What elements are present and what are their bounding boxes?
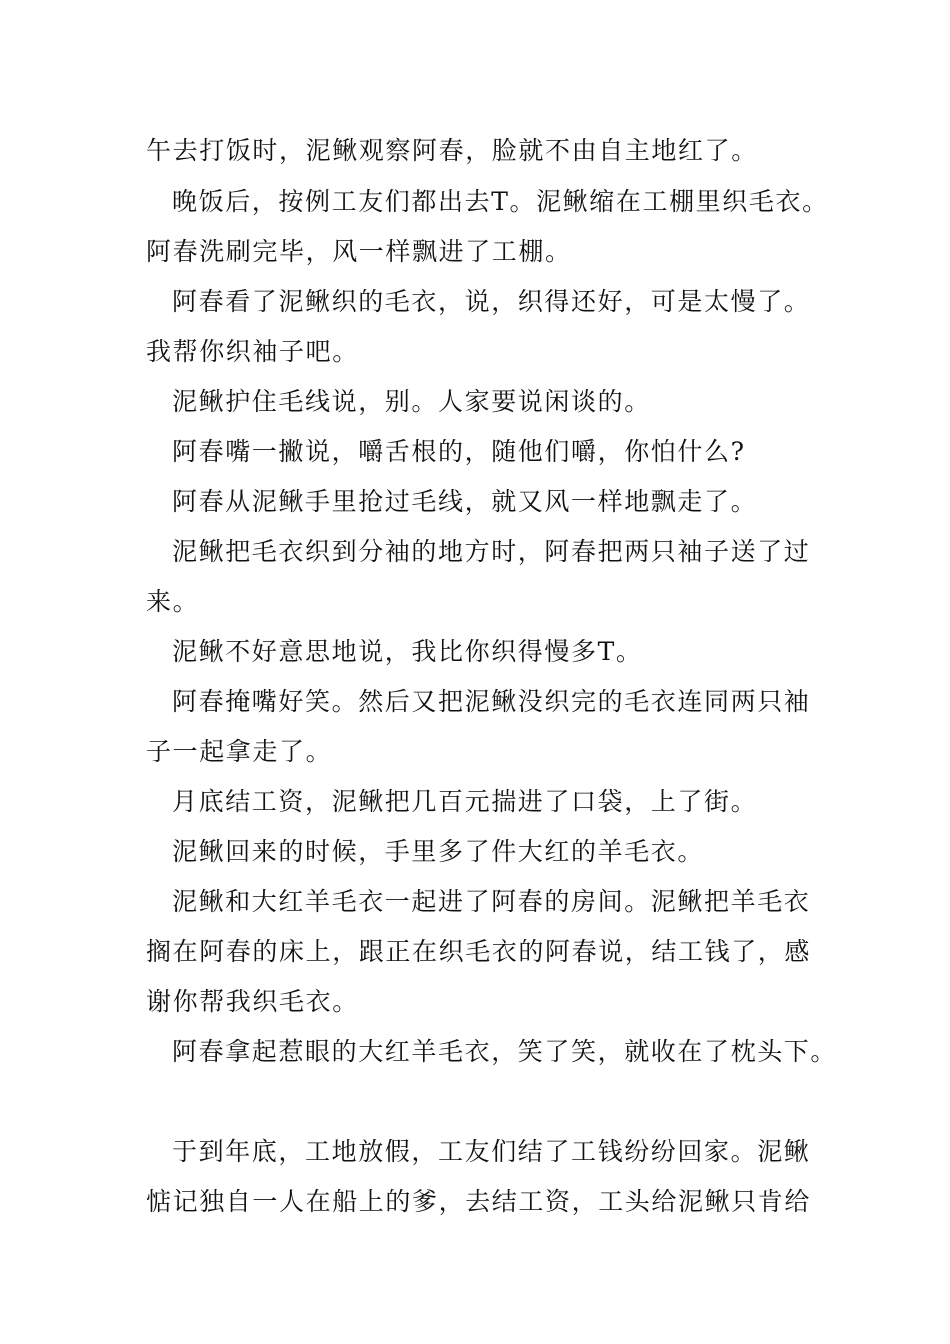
text-line: 惦记独自一人在船上的爹，去结工资，工头给泥鳅只肯给 [146, 1187, 812, 1216]
text-line: 子一起拿走了。 [146, 737, 333, 766]
text-line: 阿春从泥鳅手里抢过毛线，就又风一样地飘走了。 [172, 487, 758, 516]
text-line: 泥鳅把毛衣织到分袖的地方时，阿春把两只袖子送了过 [172, 537, 811, 566]
text-line: 阿春看了泥鳅织的毛衣，说，织得还好，可是太慢了。 [172, 287, 811, 316]
text-line: 搁在阿春的床上，跟正在织毛衣的阿春说，结工钱了，感 [146, 937, 812, 966]
text-line: 于到年底，工地放假，工友们结了工钱纷纷回家。泥鳅 [172, 1137, 811, 1166]
text-line: 午去打饭时，泥鳅观察阿春，脸就不由自主地红了。 [146, 136, 758, 165]
text-line: 谢你帮我织毛衣。 [146, 987, 359, 1016]
text-line: 我帮你织袖子吧。 [146, 337, 359, 366]
text-line: 阿春嘴一撇说，嚼舌根的，随他们嚼，你怕什么? [172, 437, 746, 466]
text-line: 泥鳅不好意思地说，我比你织得慢多T。 [172, 637, 643, 666]
text-line: 阿春洗刷完毕，风一样飘进了工棚。 [146, 237, 572, 266]
text-line: 泥鳅护住毛线说，别。人家要说闲谈的。 [172, 387, 651, 416]
text-line: 来。 [146, 587, 200, 616]
text-line: 泥鳅回来的时候，手里多了件大红的羊毛衣。 [172, 837, 705, 866]
text-line: 泥鳅和大红羊毛衣一起进了阿春的房间。泥鳅把羊毛衣 [172, 887, 811, 916]
text-line: 阿春掩嘴好笑。然后又把泥鳅没织完的毛衣连同两只袖 [172, 687, 811, 716]
text-line: 月底结工资，泥鳅把几百元揣进了口袋，上了街。 [172, 787, 758, 816]
text-line: 晚饭后，按例工友们都出去T。泥鳅缩在工棚里织毛衣。 [172, 187, 829, 216]
text-line: 阿春拿起惹眼的大红羊毛衣，笑了笑，就收在了枕头下。 [172, 1037, 838, 1066]
